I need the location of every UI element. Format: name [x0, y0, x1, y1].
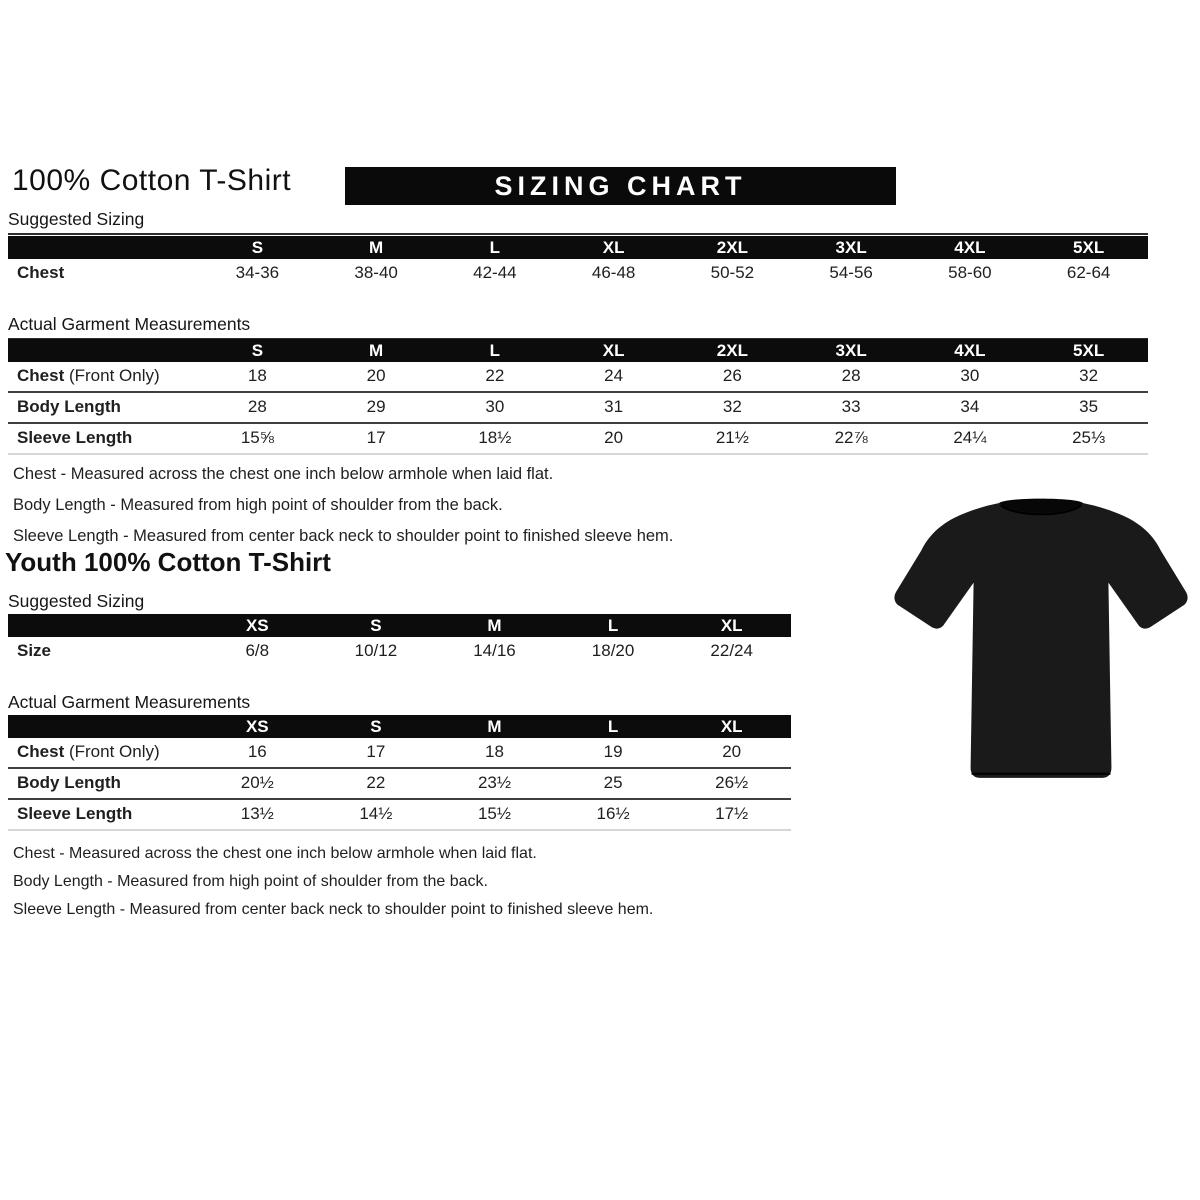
measurement-value: 16½	[554, 799, 673, 830]
measurement-value: 18/20	[591, 641, 635, 660]
measurement-value: 28	[198, 392, 317, 423]
sizing-chart-banner	[345, 167, 896, 205]
adult-suggested-sizing-table	[8, 236, 1148, 288]
row-label: Body Length	[8, 768, 198, 799]
size-column-header: 5XL	[1029, 236, 1148, 259]
measurement-note: Sleeve Length - Measured from center back neck to shoulder point to finished sleeve hem.	[13, 901, 654, 918]
size-header-spacer	[8, 339, 198, 362]
measurement-value: 22/24	[710, 641, 753, 660]
youth-suggested-sizing-table	[8, 614, 791, 666]
measurement-value: 17½	[672, 799, 791, 830]
adult-suggested-sizing-label: Suggested Sizing	[8, 209, 1148, 235]
size-header-row	[8, 339, 1148, 362]
measurement-value: 42-44	[473, 263, 517, 282]
measurement-value: 13½	[198, 799, 317, 830]
measurement-value: 54-56	[829, 263, 873, 282]
measurement-note: Sleeve Length - Measured from center back neck to shoulder point to finished sleeve hem.	[13, 527, 674, 545]
row-label: Sleeve Length	[8, 799, 198, 830]
measurement-value: 50-52	[710, 263, 755, 282]
measurement-row	[8, 259, 1148, 288]
measurement-value: 30	[436, 392, 555, 423]
youth-section-title: Youth 100% Cotton T-Shirt	[5, 547, 331, 577]
youth-suggested-sizing-label: Suggested Sizing	[8, 591, 791, 617]
row-label: Size	[17, 641, 52, 660]
size-column-header: 3XL	[792, 339, 911, 362]
size-column-header: 2XL	[673, 236, 792, 259]
page-title: 100% Cotton T-Shirt	[12, 164, 292, 197]
size-header-spacer	[8, 236, 198, 259]
measurement-value: 14/16	[473, 641, 516, 660]
row-label: Chest	[17, 263, 65, 282]
measurement-note: Body Length - Measured from high point of shoulder from the back.	[13, 873, 488, 890]
measurement-value: 18	[247, 366, 267, 385]
size-column-header: XL	[554, 339, 673, 362]
measurement-note: Chest - Measured across the chest one inch below armhole when laid flat.	[13, 845, 537, 862]
size-column-header: 4XL	[911, 236, 1030, 259]
size-column-header: S	[198, 236, 317, 259]
measurement-note: Body Length - Measured from high point of shoulder from the back.	[13, 496, 503, 514]
measurement-value: 30	[960, 366, 980, 385]
measurement-row	[8, 738, 791, 768]
size-column-header: L	[554, 715, 673, 738]
tshirt-body	[894, 503, 1187, 778]
size-column-header: 4XL	[911, 339, 1030, 362]
measurement-value: 34-36	[235, 263, 280, 282]
size-column-header: XL	[554, 236, 673, 259]
measurement-value: 20	[554, 423, 673, 454]
size-header-row	[8, 715, 791, 738]
measurement-value: 22	[485, 366, 505, 385]
measurement-value: 20½	[198, 768, 317, 799]
measurement-note: Chest - Measured across the chest one inch below armhole when laid flat.	[13, 465, 554, 483]
row-label: Chest (Front Only)	[17, 742, 160, 761]
measurement-value: 32	[1079, 366, 1099, 385]
measurement-value: 32	[673, 392, 792, 423]
size-column-header: L	[554, 614, 673, 637]
size-column-header: XL	[672, 614, 791, 637]
youth-actual-measurements-label: Actual Garment Measurements	[8, 692, 791, 718]
measurement-value: 20	[722, 742, 742, 761]
measurement-value: 17	[317, 423, 436, 454]
size-column-header: S	[317, 715, 436, 738]
youth-actual-measurements-table	[8, 715, 791, 831]
adult-actual-measurements-table	[8, 339, 1148, 455]
size-column-header: XS	[198, 715, 317, 738]
size-column-header: XL	[672, 715, 791, 738]
measurement-value: 29	[317, 392, 436, 423]
size-column-header: S	[317, 614, 436, 637]
sizing-chart-banner-text: SIZING CHART	[494, 170, 747, 201]
measurement-row	[8, 768, 791, 799]
size-header-row	[8, 236, 1148, 259]
size-column-header: 3XL	[792, 236, 911, 259]
size-column-header: L	[436, 339, 555, 362]
size-column-header: M	[435, 614, 554, 637]
size-column-header: XS	[198, 614, 317, 637]
measurement-row	[8, 362, 1148, 392]
measurement-value: 19	[603, 742, 623, 761]
adult-actual-measurements-label: Actual Garment Measurements	[8, 314, 1148, 340]
measurement-value: 62-64	[1066, 263, 1111, 282]
measurement-value: 24¼	[911, 423, 1030, 454]
row-label: Chest (Front Only)	[17, 366, 160, 385]
measurement-value: 21½	[673, 423, 792, 454]
measurement-value: 34	[911, 392, 1030, 423]
measurement-value: 28	[841, 366, 861, 385]
size-column-header: S	[198, 339, 317, 362]
size-column-header: M	[317, 339, 436, 362]
measurement-value: 6/8	[245, 641, 270, 660]
measurement-value: 35	[1029, 392, 1148, 423]
size-header-row	[8, 614, 791, 637]
measurement-value: 15½	[435, 799, 554, 830]
measurement-value: 25	[554, 768, 673, 799]
measurement-value: 38-40	[354, 263, 398, 282]
size-column-header: 5XL	[1029, 339, 1148, 362]
measurement-row	[8, 799, 791, 830]
row-label: Body Length	[8, 392, 198, 423]
measurement-value: 18½	[436, 423, 555, 454]
measurement-value: 22⅞	[792, 423, 911, 454]
size-column-header: L	[436, 236, 555, 259]
measurement-value: 17	[366, 742, 386, 761]
measurement-value: 23½	[435, 768, 554, 799]
measurement-value: 26	[722, 366, 742, 385]
size-column-header: 2XL	[673, 339, 792, 362]
size-column-header: M	[435, 715, 554, 738]
measurement-value: 16	[247, 742, 267, 761]
measurement-value: 18	[485, 742, 504, 761]
measurement-value: 14½	[317, 799, 436, 830]
size-header-spacer	[8, 715, 198, 738]
measurement-value: 26½	[672, 768, 791, 799]
measurement-value: 33	[792, 392, 911, 423]
measurement-value: 58-60	[948, 263, 992, 282]
measurement-value: 22	[317, 768, 436, 799]
measurement-row	[8, 423, 1148, 454]
measurement-value: 10/12	[354, 641, 398, 660]
measurement-value: 20	[366, 366, 386, 385]
measurement-value: 15⅝	[198, 423, 317, 454]
size-column-header: M	[317, 236, 436, 259]
measurement-value: 25⅓	[1029, 423, 1148, 454]
size-header-spacer	[8, 614, 198, 637]
black-tshirt-image	[883, 476, 1195, 808]
measurement-row	[8, 637, 791, 666]
youth-measurement-notes	[13, 840, 653, 924]
adult-measurement-notes	[13, 459, 673, 552]
measurement-value: 24	[604, 366, 624, 385]
measurement-value: 31	[554, 392, 673, 423]
measurement-value: 46-48	[591, 263, 636, 282]
measurement-row	[8, 392, 1148, 423]
row-label: Sleeve Length	[8, 423, 198, 454]
